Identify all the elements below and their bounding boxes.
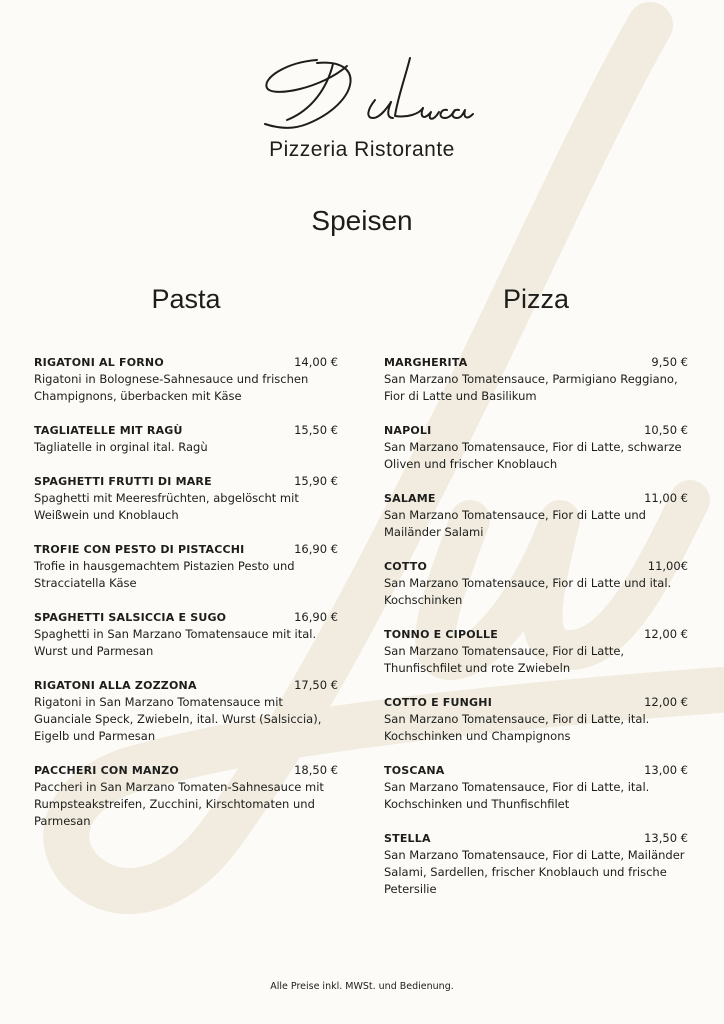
- menu-item-price: 12,00 €: [644, 695, 688, 709]
- menu-item-price: 16,90 €: [294, 542, 338, 556]
- menu-item-name: SPAGHETTI SALSICCIA E SUGO: [34, 611, 227, 624]
- menu-item-description: San Marzano Tomatensauce, Parmigiano Reggiano, Fior di Latte und Basilikum: [384, 372, 678, 403]
- menu-item-price: 13,50 €: [644, 831, 688, 845]
- menu-item-name: SPAGHETTI FRUTTI DI MARE: [34, 475, 212, 488]
- menu-item-name: RIGATONI ALLA ZOZZONA: [34, 679, 197, 692]
- menu-item: [384, 830, 688, 898]
- menu-item-name: STELLA: [384, 832, 431, 845]
- menu-item: [384, 626, 688, 677]
- menu-item-description: San Marzano Tomatensauce, Fior di Latte, schwarze Oliven und frischer Knoblauch: [384, 440, 682, 471]
- pizza-section-title: Pizza: [502, 284, 570, 314]
- pasta-section-title: Pasta: [151, 284, 221, 314]
- menu-item-name: COTTO: [384, 560, 428, 573]
- menu-item-description: Paccheri in San Marzano Tomaten-Sahnesauce mit Rumpsteakstreifen, Zucchini, Kirschtomaten und Parmesan: [34, 780, 324, 828]
- menu-item: [384, 422, 688, 473]
- menu-item-name: TONNO E CIPOLLE: [384, 628, 498, 641]
- menu-item-price: 15,50 €: [294, 423, 338, 437]
- menu-item: [34, 354, 338, 405]
- menu-item-description: San Marzano Tomatensauce, Fior di Latte und Mailänder Salami: [384, 508, 646, 539]
- menu-item-name: NAPOLI: [384, 424, 432, 437]
- menu-item: [34, 762, 338, 830]
- menu-item-price: 14,00 €: [294, 355, 338, 369]
- menu-item: [384, 490, 688, 541]
- menu-item-name: TOSCANA: [384, 764, 445, 777]
- menu-item-description: San Marzano Tomatensauce, Fior di Latte, ital. Kochschinken und Thunfischfilet: [384, 780, 650, 811]
- menu-item-description: Spaghetti in San Marzano Tomatensauce mit ital. Wurst und Parmesan: [34, 627, 317, 658]
- menu-item-name: COTTO E FUNGHI: [384, 696, 492, 709]
- menu-item: [384, 354, 688, 405]
- menu-item-description: San Marzano Tomatensauce, Fior di Latte, Mailänder Salami, Sardellen, frischer Knoblauch und frische Petersilie: [384, 848, 685, 896]
- menu-item-name: PACCHERI CON MANZO: [34, 764, 179, 777]
- brand-subtitle: Pizzeria Ristorante: [269, 138, 455, 161]
- menu-item-price: 9,50 €: [651, 355, 688, 369]
- menu-item-price: 12,00 €: [644, 627, 688, 641]
- menu-item-price: 11,00€: [647, 559, 688, 573]
- menu-item-description: Rigatoni in Bolognese-Sahnesauce und frischen Champignons, überbacken mit Käse: [34, 372, 309, 403]
- menu-item: [384, 694, 688, 745]
- menu-item: [34, 609, 338, 660]
- menu-item: [34, 473, 338, 524]
- menu-item: [384, 558, 688, 609]
- menu-item: [384, 762, 688, 813]
- menu-item-description: San Marzano Tomatensauce, Fior di Latte, ital. Kochschinken und Champignons: [384, 712, 650, 743]
- menu-item-price: 13,00 €: [644, 763, 688, 777]
- menu-item-price: 18,50 €: [294, 763, 338, 777]
- menu-item-description: Trofie in hausgemachtem Pistazien Pesto und Stracciatella Käse: [34, 559, 295, 590]
- menu-item-description: San Marzano Tomatensauce, Fior di Latte und ital. Kochschinken: [384, 576, 672, 607]
- pasta-menu-list: [34, 354, 338, 847]
- menu-item: [34, 422, 338, 456]
- menu-item-name: SALAME: [384, 492, 436, 505]
- page-title: Speisen: [311, 205, 413, 236]
- brand-logo: [0, 48, 724, 162]
- menu-item-description: Tagliatelle in orginal ital. Ragù: [34, 440, 208, 454]
- menu-item-description: Spaghetti mit Meeresfrüchten, abgelöscht mit Weißwein und Knoblauch: [34, 491, 299, 522]
- menu-item-name: TROFIE CON PESTO DI PISTACCHI: [34, 543, 245, 556]
- menu-item-price: 16,90 €: [294, 610, 338, 624]
- menu-item-name: MARGHERITA: [384, 356, 468, 369]
- menu-item-description: San Marzano Tomatensauce, Fior di Latte, Thunfischfilet und rote Zwiebeln: [384, 644, 625, 675]
- menu-item: [34, 677, 338, 745]
- pizza-menu-list: [384, 354, 688, 915]
- menu-item-price: 15,90 €: [294, 474, 338, 488]
- menu-item-price: 11,00 €: [644, 491, 688, 505]
- menu-item-name: RIGATONI AL FORNO: [34, 356, 164, 369]
- menu-item-price: 17,50 €: [294, 678, 338, 692]
- menu-item-price: 10,50 €: [644, 423, 688, 437]
- brand-script-logo: [247, 48, 477, 136]
- menu-item-name: TAGLIATELLE MIT RAGÙ: [34, 424, 183, 437]
- price-footnote: Alle Preise inkl. MWSt. und Bedienung.: [270, 981, 454, 992]
- menu-item: [34, 541, 338, 592]
- menu-item-description: Rigatoni in San Marzano Tomatensauce mit Guanciale Speck, Zwiebeln, ital. Wurst (Salsiccia), Eigelb und Parmesan: [34, 695, 322, 743]
